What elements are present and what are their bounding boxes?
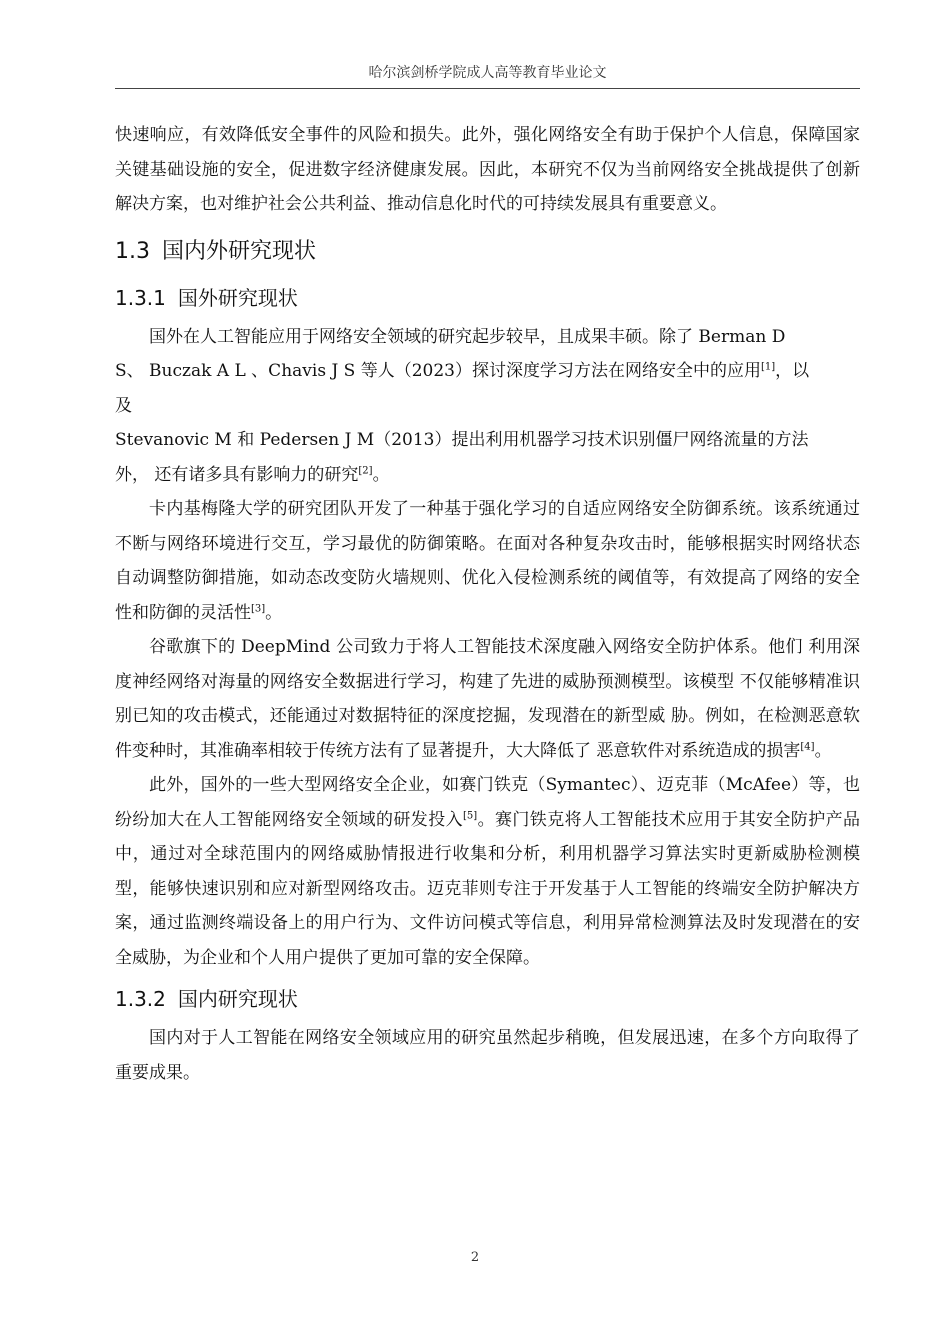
paragraph-cmu-research: [115, 492, 860, 630]
citation-ref: [3]: [251, 602, 266, 614]
text-segment: 谷歌旗下的 DeepMind 公司致力于将人工智能技术深度融入网络安全防护体系。他们 利用深度神经网络对海量的网络安全数据进行学习，构建了先进的威胁预测模型。该模型 不仅能够精准识别已知的攻击模式，还能通过对数据特征的深度挖掘，发现潜在的新型威 胁。例如，在检测恶意软件变种时，其准确率相较于传统方法有了显著提升，大大降低了 恶意软件对系统造成的损害: [115, 637, 860, 761]
section-number: 1.3: [115, 238, 150, 264]
text-segment: 卡内基梅隆大学的研究团队开发了一种基于强化学习的自适应网络安全防御系统。该系统通过不断与网络环境进行交互，学习最优的防御策略。在面对各种复杂攻击时，能够根据实时网络状态自动调整防御措施，如动态改变防火墙规则、优化入侵检测系统的阈值等，有效提高了网络的安全性和防御的灵活性: [115, 499, 860, 623]
subsection-title: 国外研究现状: [177, 285, 298, 310]
text-line: [115, 354, 860, 389]
text-line: 及: [115, 395, 132, 416]
text-segment: 。: [814, 740, 832, 761]
subsection-heading-1-3-1: [115, 276, 860, 320]
text-segment: 。赛门铁克将人工智能技术应用于其安全防护产品中，通过对全球范围内的网络威胁情报进行收集和分析，利用机器学习算法实时更新威胁检测模型，能够快速识别和应对新型网络攻击。迈克菲则专注于开发基于人工智能的终端安全防护解决方案，通过监测终端设备上的用户行为、文件访问模式等信息，利用异常检测算法及时发现潜在的安全威胁，为企业和个人用户提供了更加可靠的安全保障。: [115, 809, 861, 968]
citation-ref: [1]: [760, 361, 776, 373]
text-line: 国外在人工智能应用于网络安全领域的研究起步较早，且成果丰硕。除了 Berman D: [149, 326, 786, 347]
page-header: [115, 62, 860, 89]
paragraph-domestic-overview: 国内对于人工智能在网络安全领域应用的研究虽然起步稍晚，但发展迅速，在多个方向取得了重要成果。: [115, 1028, 860, 1083]
subsection-number: 1.3.2: [115, 987, 166, 1011]
paragraph-security-companies: [115, 768, 860, 975]
text-line: [115, 458, 860, 493]
text-segment: S、 Buczak A L 、Chavis J S 等人（2023）探讨深度学习方法在网络安全中的应用: [115, 361, 761, 381]
paragraph-intro-continuation: 快速响应，有效降低安全事件的风险和损失。此外，强化网络安全有助于保护个人信息，保障国家关键基础设施的安全，促进数字经济健康发展。因此，本研究不仅为当前网络安全挑战提供了创新解决方案，也对维护社会公共利益、推动信息化时代的可持续发展具有重要意义。: [115, 125, 860, 214]
subsection-heading-1-3-2: [115, 977, 860, 1021]
page-number: 2: [470, 1250, 480, 1265]
document-body: [115, 118, 860, 1090]
section-title: 国内外研究现状: [162, 238, 317, 264]
paragraph-deepmind-research: [115, 630, 860, 768]
section-heading-1-3: [115, 230, 860, 274]
text-segment: ，以: [775, 361, 810, 381]
text-line: Stevanovic M 和 Pedersen J M（2013）提出利用机器学习技术识别僵尸网络流量的方法: [115, 430, 809, 450]
text-segment: 。: [372, 464, 390, 485]
citation-ref: [4]: [800, 740, 815, 752]
header-title: 哈尔滨剑桥学院成人高等教育毕业论文: [368, 65, 607, 81]
text-segment: 。: [265, 602, 283, 623]
subsection-number: 1.3.1: [115, 285, 166, 310]
citation-ref: [2]: [358, 464, 373, 476]
text-segment: 此外，国外的一些大型网络安全企业，如赛门铁克（Symantec）、迈克菲（McAfee）等，也纷纷加大在人工智能网络安全领域的研发投入: [115, 775, 860, 830]
paragraph-foreign-overview: [115, 320, 860, 493]
citation-ref: [5]: [463, 809, 478, 821]
subsection-title: 国内研究现状: [177, 987, 298, 1011]
text-segment: 外， 还有诸多具有影响力的研究: [115, 464, 359, 485]
